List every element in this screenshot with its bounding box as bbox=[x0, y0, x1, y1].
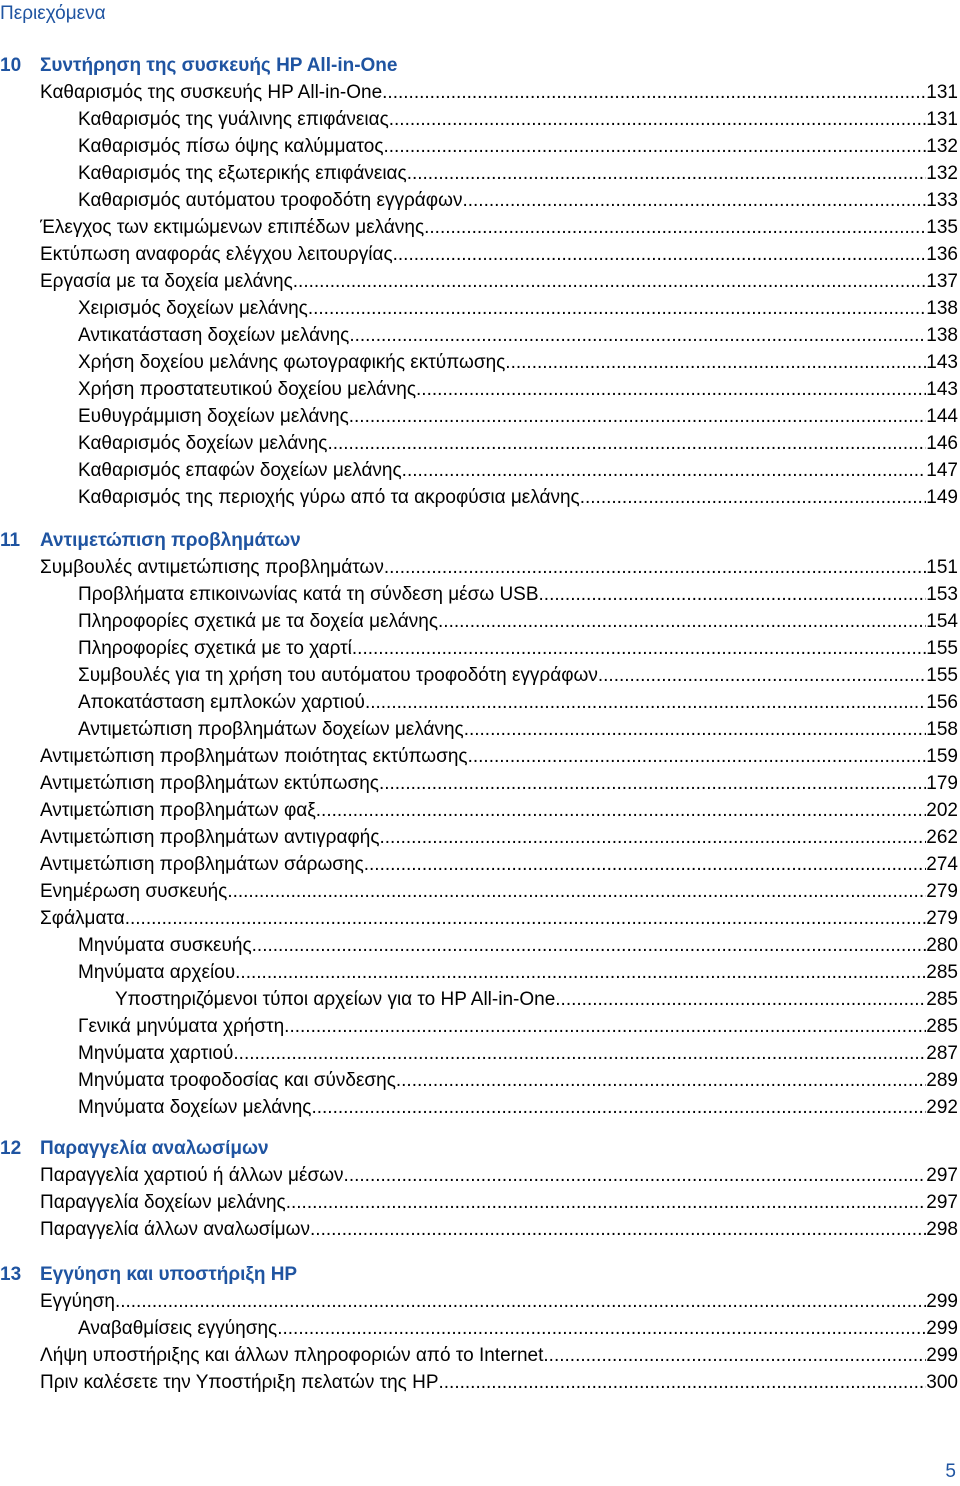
toc-entry-title: Εγγύηση bbox=[40, 1291, 115, 1312]
toc-entry[interactable] bbox=[40, 268, 958, 295]
toc-entry[interactable] bbox=[78, 322, 958, 349]
dot-leader bbox=[382, 79, 926, 106]
dot-leader bbox=[407, 160, 927, 187]
chapter-heading[interactable] bbox=[0, 53, 397, 79]
toc-entry-title: Συμβουλές αντιμετώπισης προβλημάτων bbox=[40, 557, 384, 578]
toc-entry-title: Μηνύματα αρχείου bbox=[78, 962, 236, 983]
chapter-title: Παραγγελία αναλωσίμων bbox=[40, 1138, 269, 1159]
toc-entry[interactable] bbox=[40, 1216, 958, 1243]
toc-entry[interactable] bbox=[78, 1040, 958, 1067]
toc-entry[interactable] bbox=[78, 1013, 958, 1040]
toc-entry-page: 153 bbox=[926, 584, 958, 605]
toc-entry-page: 132 bbox=[926, 136, 958, 157]
toc-entry-title: Καθαρισμός πίσω όψης καλύμματος bbox=[78, 136, 384, 157]
toc-entry-page: 156 bbox=[926, 692, 958, 713]
toc-entry-page: 285 bbox=[926, 1016, 958, 1037]
toc-entry-page: 158 bbox=[926, 719, 958, 740]
dot-leader bbox=[277, 1315, 926, 1342]
toc-entry[interactable] bbox=[78, 457, 958, 484]
toc-entry-title: Έλεγχος των εκτιμώμενων επιπέδων μελάνης bbox=[40, 217, 425, 238]
toc-entry[interactable] bbox=[78, 484, 958, 511]
dot-leader bbox=[316, 797, 927, 824]
dot-leader bbox=[543, 1342, 926, 1369]
dot-leader bbox=[327, 430, 926, 457]
toc-entry-title: Εργασία με τα δοχεία μελάνης bbox=[40, 271, 293, 292]
toc-entry-title: Μηνύματα δοχείων μελάνης bbox=[78, 1097, 312, 1118]
chapter-heading[interactable] bbox=[0, 1262, 297, 1288]
dot-leader bbox=[416, 376, 926, 403]
toc-entry-title: Αντιμετώπιση προβλημάτων φαξ bbox=[40, 800, 316, 821]
dot-leader bbox=[468, 743, 927, 770]
dot-leader bbox=[580, 484, 927, 511]
toc-entry[interactable] bbox=[40, 1342, 958, 1369]
toc-entry[interactable] bbox=[40, 241, 958, 268]
toc-entry-title: Χρήση δοχείου μελάνης φωτογραφικής εκτύπωσης bbox=[78, 352, 506, 373]
toc-entry-title: Μηνύματα συσκευής bbox=[78, 935, 252, 956]
toc-entry[interactable] bbox=[78, 1094, 958, 1121]
chapter-title: Εγγύηση και υποστήριξη HP bbox=[40, 1264, 298, 1285]
toc-entry-title: Καθαρισμός αυτόματου τροφοδότη εγγράφων bbox=[78, 190, 463, 211]
dot-leader bbox=[235, 959, 926, 986]
toc-entry-page: 289 bbox=[926, 1070, 958, 1091]
toc-entry[interactable] bbox=[78, 106, 958, 133]
toc-entry-page: 292 bbox=[926, 1097, 958, 1118]
toc-entry[interactable] bbox=[78, 608, 958, 635]
toc-entry-title: Αντικατάσταση δοχείων μελάνης bbox=[78, 325, 350, 346]
toc-entry-title: Ευθυγράμμιση δοχείων μελάνης bbox=[78, 406, 349, 427]
toc-entry-title: Λήψη υποστήριξης και άλλων πληροφοριών από το Internet bbox=[40, 1345, 544, 1366]
toc-entry-page: 299 bbox=[926, 1291, 958, 1312]
toc-entry-page: 274 bbox=[926, 854, 958, 875]
toc-entry-title: Πληροφορίες σχετικά με τα δοχεία μελάνης bbox=[78, 611, 439, 632]
toc-entry-title: Μηνύματα χαρτιού bbox=[78, 1043, 234, 1064]
toc-entry-title: Καθαρισμός της περιοχής γύρω από τα ακροφύσια μελάνης bbox=[78, 487, 580, 508]
toc-entry-page: 138 bbox=[926, 325, 958, 346]
dot-leader bbox=[284, 1013, 926, 1040]
dot-leader bbox=[125, 905, 927, 932]
toc-entry[interactable] bbox=[78, 133, 958, 160]
dot-leader bbox=[439, 1369, 927, 1396]
dot-leader bbox=[438, 608, 926, 635]
toc-entry-page: 300 bbox=[926, 1372, 958, 1393]
toc-entry-page: 285 bbox=[926, 989, 958, 1010]
dot-leader bbox=[352, 635, 926, 662]
toc-entry[interactable] bbox=[78, 662, 958, 689]
toc-entry-title: Αποκατάσταση εμπλοκών χαρτιού bbox=[78, 692, 365, 713]
toc-entry-title: Καθαρισμός της γυάλινης επιφάνειας bbox=[78, 109, 389, 130]
toc-entry[interactable] bbox=[40, 797, 958, 824]
toc-entry-title: Αναβαθμίσεις εγγύησης bbox=[78, 1318, 278, 1339]
dot-leader bbox=[310, 1216, 926, 1243]
toc-entry-page: 279 bbox=[926, 881, 958, 902]
toc-entry-page: 159 bbox=[926, 746, 958, 767]
toc-entry-page: 262 bbox=[926, 827, 958, 848]
chapter-number: 13 bbox=[0, 1264, 22, 1285]
toc-entry-title: Γενικά μηνύματα χρήστη bbox=[78, 1016, 285, 1037]
toc-entry[interactable] bbox=[40, 1162, 958, 1189]
dot-leader bbox=[555, 986, 926, 1013]
toc-entry-page: 202 bbox=[926, 800, 958, 821]
dot-leader bbox=[539, 581, 927, 608]
dot-leader bbox=[349, 403, 927, 430]
toc-entry[interactable] bbox=[78, 959, 958, 986]
toc-entry[interactable] bbox=[78, 187, 958, 214]
toc-entry[interactable] bbox=[40, 824, 958, 851]
toc-entry[interactable] bbox=[40, 1288, 958, 1315]
toc-entry-page: 132 bbox=[926, 163, 958, 184]
toc-entry-title: Παραγγελία χαρτιού ή άλλων μέσων bbox=[40, 1165, 344, 1186]
toc-entry[interactable] bbox=[40, 743, 958, 770]
toc-entry-title: Αντιμετώπιση προβλημάτων δοχείων μελάνης bbox=[78, 719, 464, 740]
toc-entry[interactable] bbox=[78, 295, 958, 322]
toc-entry[interactable] bbox=[78, 430, 958, 457]
dot-leader bbox=[396, 1067, 926, 1094]
dot-leader bbox=[384, 133, 927, 160]
toc-entry[interactable] bbox=[78, 716, 958, 743]
toc-entry-page: 143 bbox=[926, 352, 958, 373]
dot-leader bbox=[365, 689, 926, 716]
dot-leader bbox=[311, 1094, 926, 1121]
toc-entry-title: Καθαρισμός επαφών δοχείων μελάνης bbox=[78, 460, 402, 481]
toc-entry[interactable] bbox=[40, 878, 958, 905]
dot-leader bbox=[227, 878, 926, 905]
toc-entry[interactable] bbox=[78, 376, 958, 403]
toc-entry-title: Ενημέρωση συσκευής bbox=[40, 881, 228, 902]
dot-leader bbox=[380, 824, 927, 851]
page-number: 5 bbox=[945, 1461, 956, 1482]
toc-entry-page: 297 bbox=[926, 1192, 958, 1213]
toc-entry-page: 138 bbox=[926, 298, 958, 319]
toc-entry[interactable] bbox=[78, 349, 958, 376]
toc-entry-title: Αντιμετώπιση προβλημάτων εκτύπωσης bbox=[40, 773, 379, 794]
toc-entry-title: Υποστηριζόμενοι τύποι αρχείων για το HP All-in-One bbox=[115, 989, 556, 1010]
toc-entry-page: 136 bbox=[926, 244, 958, 265]
dot-leader bbox=[402, 457, 927, 484]
toc-entry[interactable] bbox=[78, 635, 958, 662]
toc-entry-title: Πληροφορίες σχετικά με το χαρτί bbox=[78, 638, 352, 659]
dot-leader bbox=[293, 268, 927, 295]
toc-entry-page: 131 bbox=[926, 109, 958, 130]
toc-entry[interactable] bbox=[78, 689, 958, 716]
dot-leader bbox=[252, 932, 927, 959]
toc-entry-title: Αντιμετώπιση προβλημάτων αντιγραφής bbox=[40, 827, 380, 848]
toc-entry-title: Σφάλματα bbox=[40, 908, 125, 929]
toc-entry-page: 179 bbox=[926, 773, 958, 794]
toc-entry[interactable] bbox=[40, 1369, 958, 1396]
toc-entry-page: 280 bbox=[926, 935, 958, 956]
dot-leader bbox=[344, 1162, 927, 1189]
toc-entry-page: 133 bbox=[926, 190, 958, 211]
toc-entry[interactable] bbox=[78, 160, 958, 187]
chapter-number: 12 bbox=[0, 1138, 22, 1159]
chapter-heading[interactable] bbox=[0, 528, 301, 554]
toc-entry-title: Παραγγελία δοχείων μελάνης bbox=[40, 1192, 286, 1213]
toc-entry-page: 155 bbox=[926, 638, 958, 659]
toc-entry-page: 299 bbox=[926, 1318, 958, 1339]
dot-leader bbox=[233, 1040, 926, 1067]
toc-entry-page: 144 bbox=[926, 406, 958, 427]
toc-entry[interactable] bbox=[78, 1067, 958, 1094]
toc-entry-title: Καθαρισμός της συσκευής HP All-in-One bbox=[40, 82, 383, 103]
toc-entry[interactable] bbox=[40, 554, 958, 581]
toc-entry-title: Παραγγελία άλλων αναλωσίμων bbox=[40, 1219, 311, 1240]
dot-leader bbox=[598, 662, 926, 689]
toc-entry-page: 131 bbox=[926, 82, 958, 103]
toc-entry-title: Χρήση προστατευτικού δοχείου μελάνης bbox=[78, 379, 417, 400]
toc-entry-title: Εκτύπωση αναφοράς ελέγχου λειτουργίας bbox=[40, 244, 393, 265]
dot-leader bbox=[308, 295, 926, 322]
toc-entry-title: Μηνύματα τροφοδοσίας και σύνδεσης bbox=[78, 1070, 396, 1091]
toc-entry-page: 154 bbox=[926, 611, 958, 632]
dot-leader bbox=[505, 349, 926, 376]
chapter-title: Συντήρηση της συσκευής HP All-in-One bbox=[40, 55, 398, 76]
dot-leader bbox=[393, 241, 927, 268]
toc-entry-page: 135 bbox=[926, 217, 958, 238]
dot-leader bbox=[424, 214, 926, 241]
toc-entry[interactable] bbox=[40, 214, 958, 241]
dot-leader bbox=[286, 1189, 927, 1216]
toc-entry-page: 298 bbox=[926, 1219, 958, 1240]
toc-entry-title: Προβλήματα επικοινωνίας κατά τη σύνδεση μέσω USB bbox=[78, 584, 539, 605]
toc-entry-title: Συμβουλές για τη χρήση του αυτόματου τροφοδότη εγγράφων bbox=[78, 665, 598, 686]
toc-entry-title: Καθαρισμός της εξωτερικής επιφάνειας bbox=[78, 163, 407, 184]
toc-entry[interactable] bbox=[40, 79, 958, 106]
toc-entry-page: 279 bbox=[926, 908, 958, 929]
chapter-number: 10 bbox=[0, 55, 22, 76]
chapter-heading[interactable] bbox=[0, 1136, 269, 1162]
chapter-title: Αντιμετώπιση προβλημάτων bbox=[40, 530, 301, 551]
toc-entry-title: Αντιμετώπιση προβλημάτων σάρωσης bbox=[40, 854, 364, 875]
toc-entry[interactable] bbox=[40, 905, 958, 932]
toc-entry-page: 155 bbox=[926, 665, 958, 686]
toc-entry[interactable] bbox=[78, 1315, 958, 1342]
dot-leader bbox=[379, 770, 926, 797]
toc-entry-title: Αντιμετώπιση προβλημάτων ποιότητας εκτύπωσης bbox=[40, 746, 468, 767]
toc-entry-page: 147 bbox=[926, 460, 958, 481]
toc-entry[interactable] bbox=[78, 403, 958, 430]
dot-leader bbox=[364, 851, 927, 878]
toc-entry[interactable] bbox=[78, 932, 958, 959]
toc-entry-page: 151 bbox=[926, 557, 958, 578]
toc-entry-page: 285 bbox=[926, 962, 958, 983]
toc-entry-page: 143 bbox=[926, 379, 958, 400]
dot-leader bbox=[349, 322, 926, 349]
toc-entry-page: 146 bbox=[926, 433, 958, 454]
toc-entry-page: 149 bbox=[926, 487, 958, 508]
toc-entry-page: 287 bbox=[926, 1043, 958, 1064]
dot-leader bbox=[464, 716, 927, 743]
toc-entry-page: 299 bbox=[926, 1345, 958, 1366]
toc-entry-page: 297 bbox=[926, 1165, 958, 1186]
toc-entry-page: 137 bbox=[926, 271, 958, 292]
dot-leader bbox=[462, 187, 926, 214]
toc-entry[interactable] bbox=[78, 581, 958, 608]
toc-entry[interactable] bbox=[40, 1189, 958, 1216]
dot-leader bbox=[384, 554, 926, 581]
chapter-number: 11 bbox=[0, 530, 21, 551]
toc-entry-title: Πριν καλέσετε την Υποστήριξη πελατών της HP bbox=[40, 1372, 439, 1393]
toc-entry[interactable] bbox=[40, 770, 958, 797]
toc-entry-title: Καθαρισμός δοχείων μελάνης bbox=[78, 433, 328, 454]
dot-leader bbox=[389, 106, 927, 133]
page-header: Περιεχόμενα bbox=[0, 3, 106, 24]
toc-entry[interactable] bbox=[40, 851, 958, 878]
toc-entry-title: Χειρισμός δοχείων μελάνης bbox=[78, 298, 308, 319]
dot-leader bbox=[115, 1288, 926, 1315]
toc-entry[interactable] bbox=[115, 986, 958, 1013]
